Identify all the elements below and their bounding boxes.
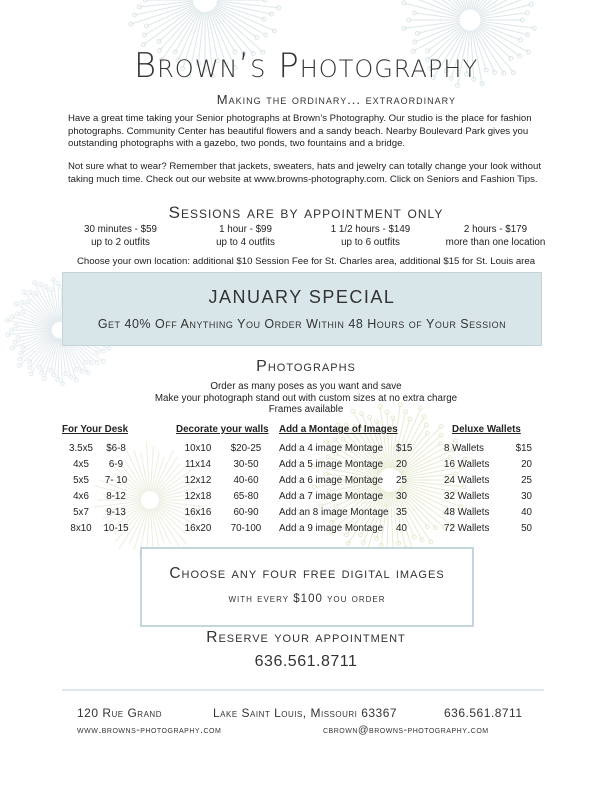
reserve-heading: Reserve your appointment [206,629,406,646]
table-row [444,441,532,457]
special-title: JANUARY SPECIAL [208,287,396,307]
wall-prices-header: Decorate your walls [176,424,269,435]
location-fee-note: Choose your own location: additional $10 Session Fee for St. Charles area, additional $15 for St. Louis area [76,256,536,267]
page-title: Brown’s Photography [133,46,479,86]
free-digital-images-offer [140,547,474,627]
price: 65-80 [233,491,259,502]
price: 8-12 [106,491,126,502]
wall-prices [176,424,272,537]
wallet-count: 48 Wallets [444,507,490,518]
table-row [176,441,272,457]
size: 16x20 [184,523,212,534]
reserve-phone: 636.561.8711 [254,653,358,670]
session-options [58,223,558,249]
size: 16x16 [184,507,212,518]
session-duration-price: 1 1/2 hours - $149 [330,224,411,235]
size: 4x6 [73,491,89,502]
size: 3.5x5 [69,443,93,454]
price: 30 [396,491,407,502]
table-row [176,505,272,521]
footer-phone: 636.561.8711 [444,706,523,720]
session-duration-price: 30 minutes - $59 [84,224,157,235]
montage-option: Add a 4 image Montage [279,443,384,454]
table-row [176,521,272,537]
photographs-note: Order as many poses as you want and save [210,381,402,392]
price: 40-60 [233,475,259,486]
intro-paragraph-1: Have a great time taking your Senior photographs at Brown’s Photography. Our studio is the place for fashion photographs. Community Center has beautiful flowers and a sandy beach. Nearby Boulevard Park gives you outstanding photographs with a gazebo, two ponds, two fountains and a bridge. [68,113,532,150]
price: 25 [396,475,407,486]
desk-prices [62,424,132,537]
wallet-prices [444,424,532,537]
session-outfits: up to 4 outfits [216,237,275,248]
footer-address: 120 Rue Grand [77,706,162,720]
size: 10x10 [184,443,212,454]
tagline: Making the ordinary... extraordinary [216,92,456,107]
session-outfits: up to 2 outfits [91,237,150,248]
size: 5x5 [73,475,89,486]
montage-option: Add a 7 image Montage [279,491,384,502]
price: 40 [521,507,532,518]
table-row [62,457,132,473]
table-row [444,505,532,521]
size: 12x18 [184,491,212,502]
session-outfits: up to 6 outfits [341,237,400,248]
table-row [444,473,532,489]
size: 11x14 [185,459,211,470]
price: 6-9 [108,459,124,470]
offer-title: Choose any four free digital images [169,565,445,582]
footer-divider [62,689,544,691]
session-outfits: more than one location [445,237,546,248]
january-special-banner [62,272,542,346]
wallet-prices-header: Deluxe Wallets [452,424,521,435]
price: 7- 10 [104,475,128,486]
price: 20 [521,459,532,470]
wallet-count: 24 Wallets [444,475,490,486]
wallet-count: 16 Wallets [444,459,490,470]
wallet-count: 8 Wallets [444,443,484,454]
price: $15 [396,443,413,454]
table-row [279,489,426,505]
photographs-heading: Photographs [256,358,356,375]
price: 30-50 [233,459,259,470]
session-option [183,223,308,249]
intro-paragraph-2: Not sure what to wear? Remember that jackets, sweaters, hats and jewelry can totally change your look without taking much time. Check out our website at www.browns-photography.com. Click on Seniors and Fashion Tips. [68,161,541,185]
table-row [279,457,426,473]
montage-option: Add a 6 image Montage [279,475,384,486]
table-row [62,505,132,521]
price: 40 [396,523,407,534]
table-row [279,473,426,489]
special-subtitle: Get 40% Off Anything You Order Within 48 Hours of Your Session [97,317,507,331]
montage-option: Add an 8 image Montage [279,507,389,518]
session-duration-price: 2 hours - $179 [463,224,528,235]
price: 9-13 [106,507,126,518]
table-row [62,489,132,505]
photographs-notes [0,381,612,416]
table-row [176,473,272,489]
offer-subtitle: with every $100 you order [228,593,386,605]
price: 10-15 [103,523,129,534]
table-row [62,441,132,457]
montage-prices [279,424,426,537]
price: 35 [396,507,407,518]
size: 4x5 [73,459,89,470]
price: $20-25 [230,443,262,454]
photographs-note: Frames available [268,404,344,416]
session-option [308,223,433,249]
price: 60-90 [233,507,259,518]
price: 50 [521,523,532,534]
desk-prices-header: For Your Desk [62,424,129,435]
montage-option: Add a 5 image Montage [279,459,384,470]
footer-city: Lake Saint Louis, Missouri 63367 [213,706,398,720]
size: 5x7 [73,507,89,518]
table-row [62,473,132,489]
montage-prices-header: Add a Montage of Images [279,424,398,435]
price: $15 [515,443,532,454]
table-row [444,521,532,537]
price: 30 [521,491,532,502]
session-option [433,223,558,249]
sessions-heading: Sessions are by appointment only [168,203,444,222]
table-row [279,441,426,457]
price: 20 [396,459,407,470]
wallet-count: 72 Wallets [444,523,490,534]
price: 70-100 [230,523,262,534]
size: 12x12 [184,475,212,486]
table-row [279,521,426,537]
price: $6-8 [106,443,126,454]
table-row [62,521,132,537]
price: 25 [521,475,532,486]
footer-website-link[interactable]: www.browns-photography.com [77,724,222,736]
table-row [444,489,532,505]
table-row [176,489,272,505]
photographs-note: Make your photograph stand out with custom sizes at no extra charge [154,392,458,404]
session-duration-price: 1 hour - $99 [219,224,272,235]
session-option [58,223,183,249]
size: 8x10 [70,523,92,534]
table-row [176,457,272,473]
table-row [444,457,532,473]
wallet-count: 32 Wallets [444,491,490,502]
montage-option: Add a 9 image Montage [279,523,384,534]
table-row [279,505,426,521]
footer-email-link[interactable]: cbrown@browns-photography.com [323,724,489,736]
